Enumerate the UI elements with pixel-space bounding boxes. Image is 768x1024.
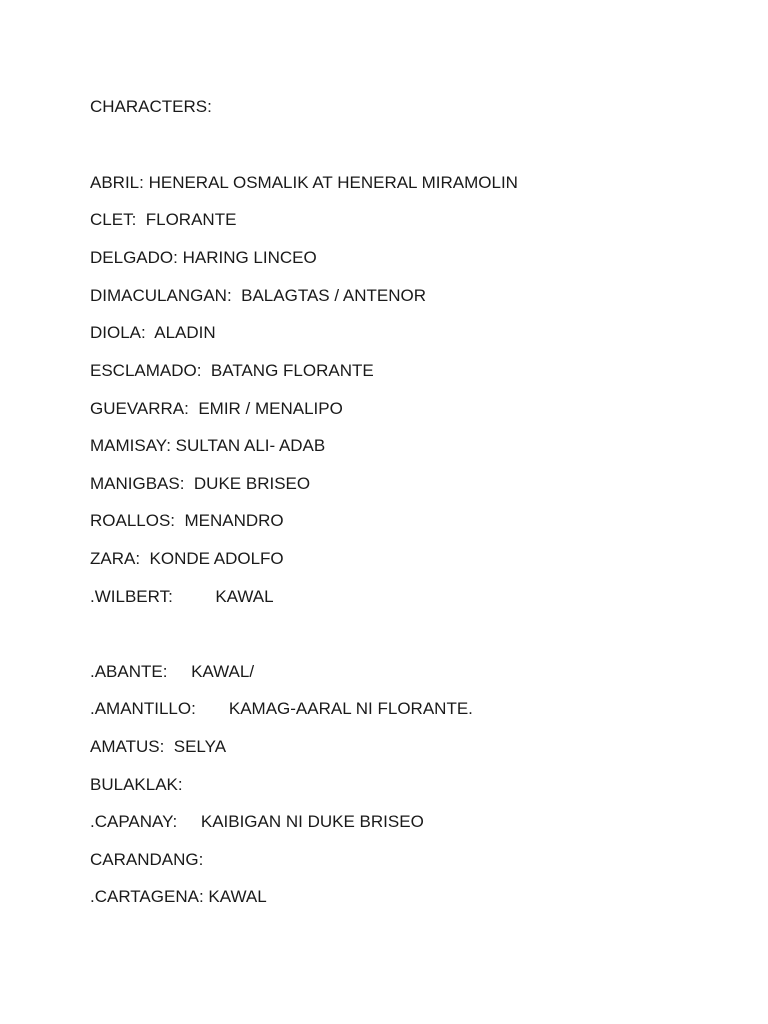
character-line: MANIGBAS: DUKE BRISEO <box>90 474 311 493</box>
character-line: GUEVARRA: EMIR / MENALIPO <box>90 399 343 418</box>
character-line: ABRIL: HENERAL OSMALIK AT HENERAL MIRAMOLIN <box>90 173 518 192</box>
character-line: .ABANTE: KAWAL/ <box>90 662 255 681</box>
character-line: ROALLOS: MENANDRO <box>90 511 284 530</box>
character-line: DIMACULANGAN: BALAGTAS / ANTENOR <box>90 286 426 305</box>
character-line: ESCLAMADO: BATANG FLORANTE <box>90 361 374 380</box>
character-line: .CARTAGENA: KAWAL <box>90 887 267 906</box>
character-line: MAMISAY: SULTAN ALI- ADAB <box>90 436 326 455</box>
character-line: CARANDANG: <box>90 850 204 869</box>
character-line: AMATUS: SELYA <box>90 737 227 756</box>
page-heading: CHARACTERS: <box>90 97 212 116</box>
character-line: .WILBERT: KAWAL <box>90 587 274 606</box>
character-line: DIOLA: ALADIN <box>90 323 216 342</box>
character-line: BULAKLAK: <box>90 775 183 794</box>
character-line: ZARA: KONDE ADOLFO <box>90 549 284 568</box>
character-line: .CAPANAY: KAIBIGAN NI DUKE BRISEO <box>90 812 424 831</box>
character-line: DELGADO: HARING LINCEO <box>90 248 317 267</box>
character-line: .AMANTILLO: KAMAG-AARAL NI FLORANTE. <box>90 699 473 718</box>
character-line: CLET: FLORANTE <box>90 210 237 229</box>
